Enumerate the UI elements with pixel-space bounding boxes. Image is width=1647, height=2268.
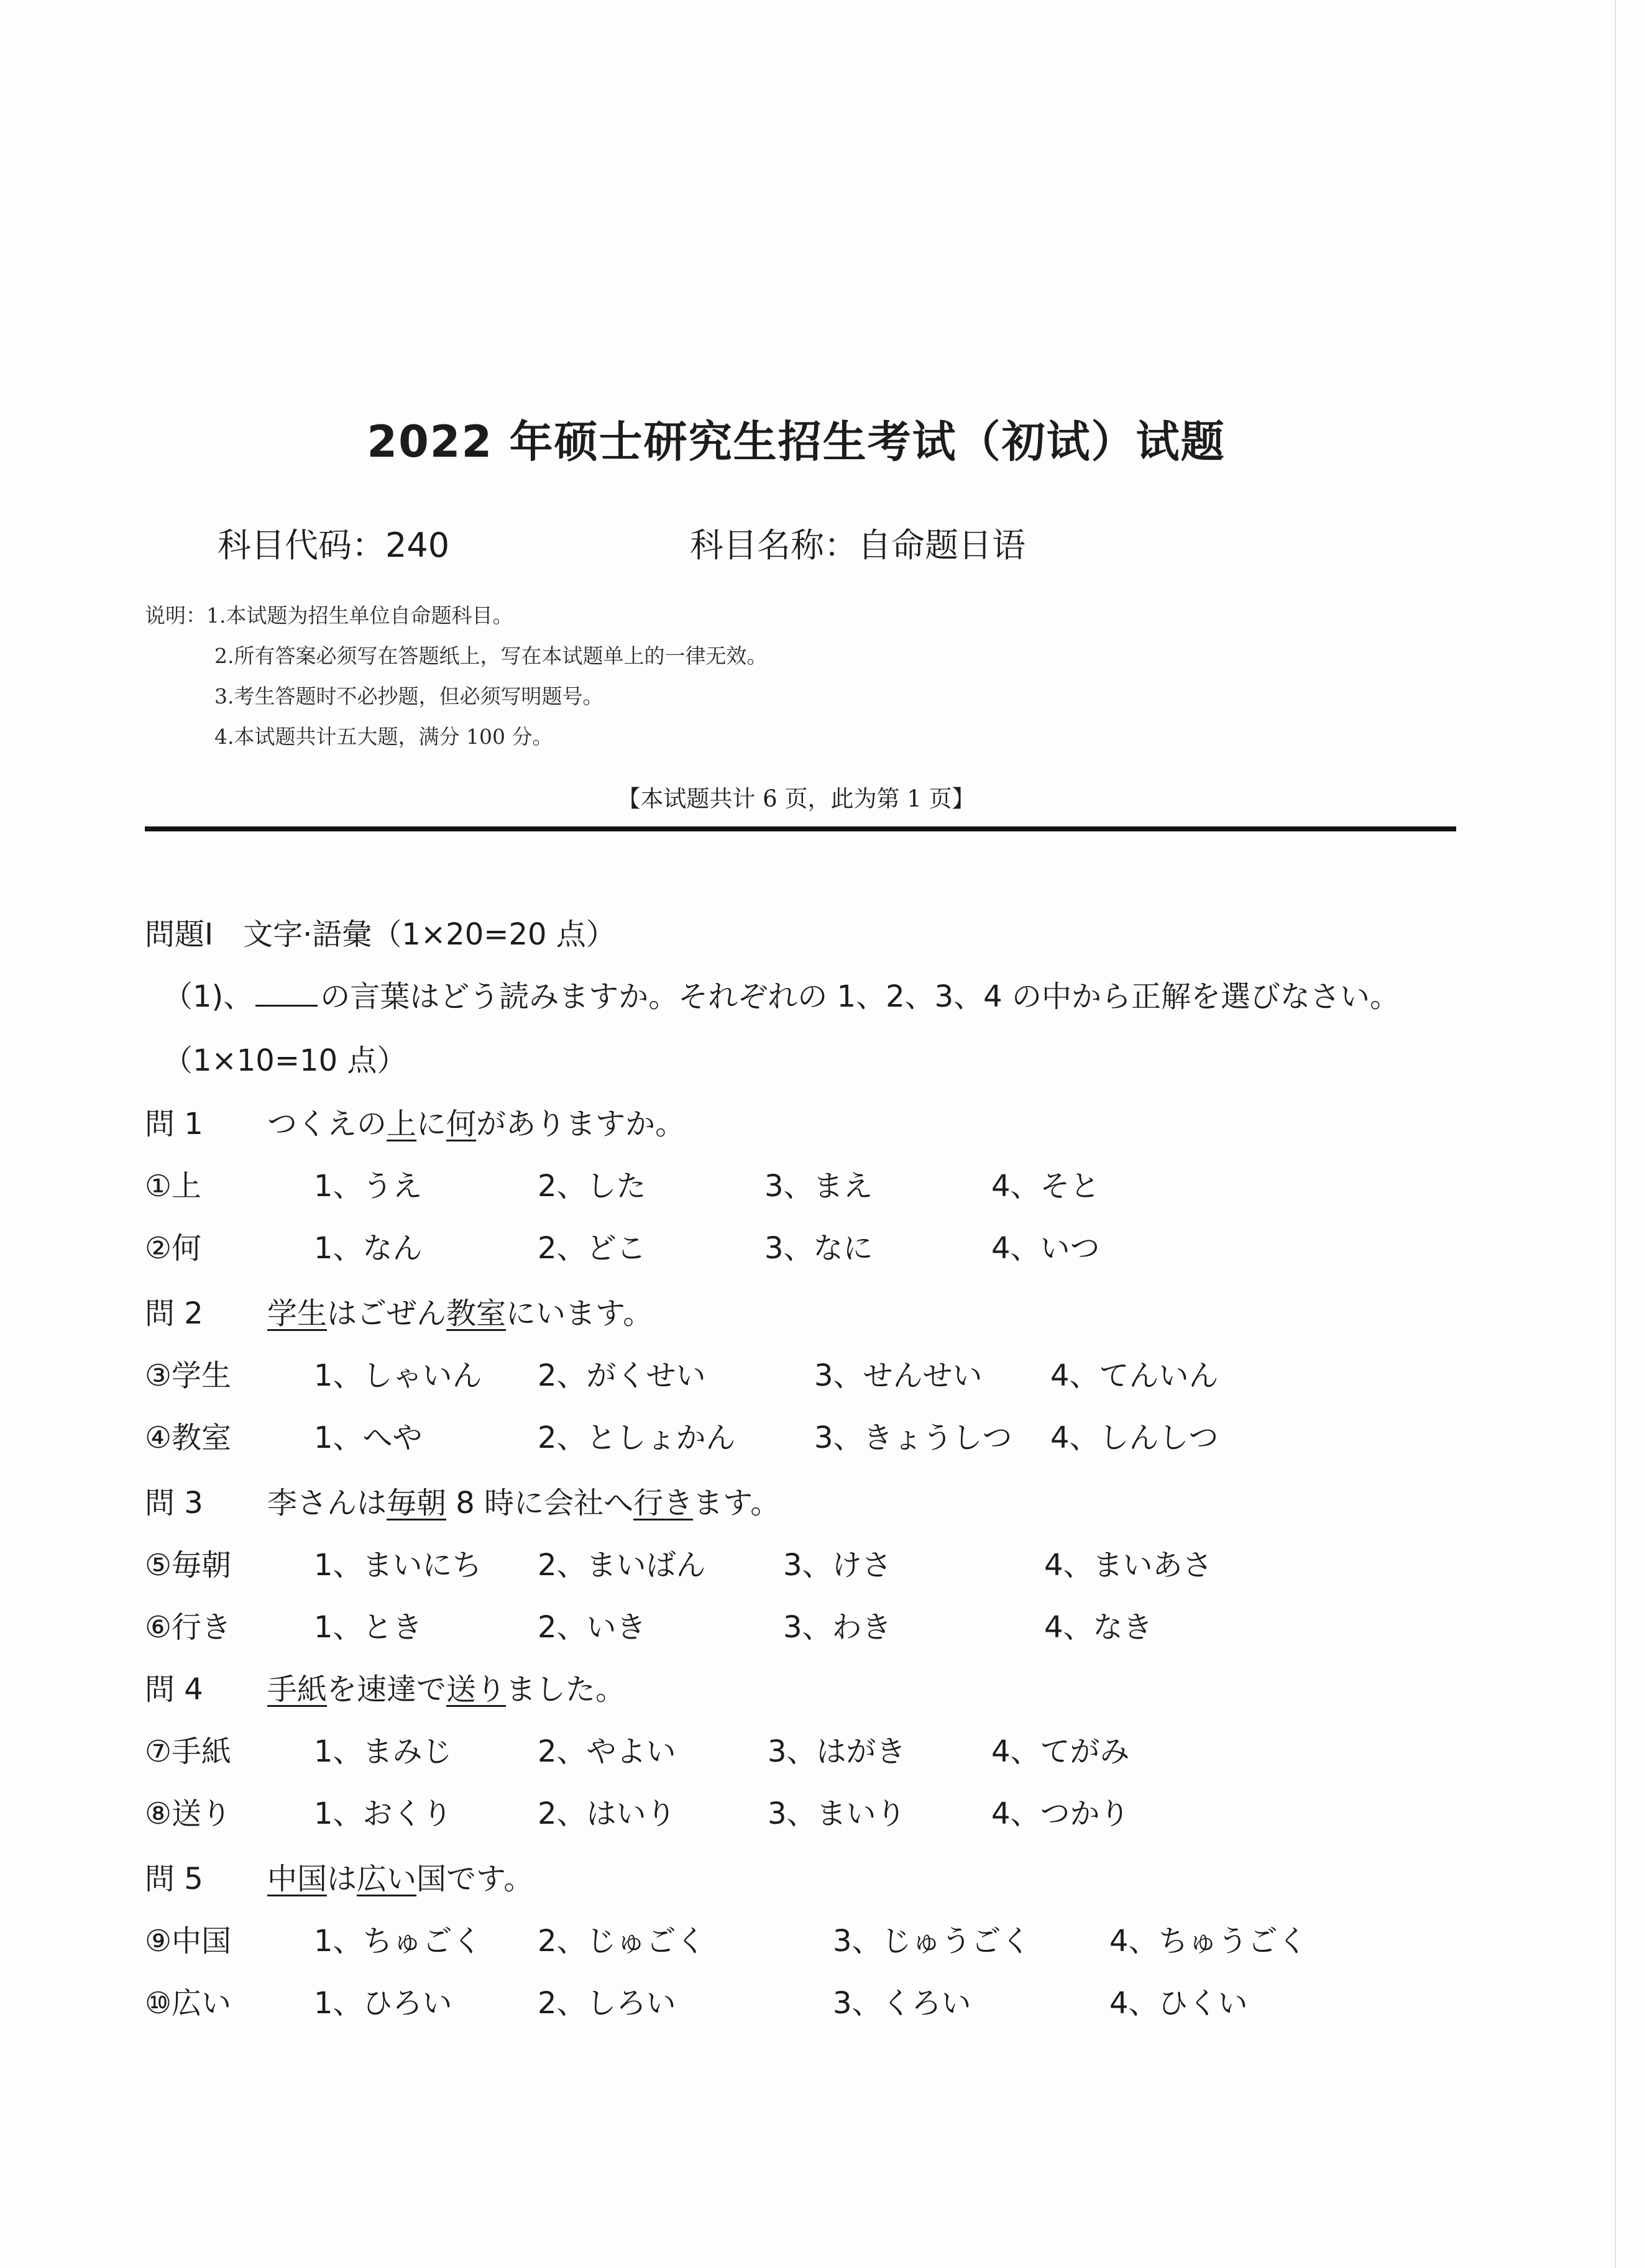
option-1: 1、ひろい bbox=[314, 1986, 452, 2021]
note-1: 说明：1.本试题为招生单位自命题科目。 bbox=[145, 603, 513, 628]
question-number: 問 2 bbox=[145, 1296, 203, 1331]
item-label: ⑥行き bbox=[145, 1610, 232, 1645]
option-4: 4、しんしつ bbox=[1050, 1420, 1219, 1455]
question-number: 問 4 bbox=[145, 1672, 203, 1707]
question-sentence bbox=[267, 1100, 685, 1143]
option-3: 3、なに bbox=[764, 1231, 873, 1266]
subject-name: 科目名称：自命题日语 bbox=[690, 526, 1025, 565]
header-divider bbox=[145, 826, 1456, 831]
target-word: 学生 bbox=[267, 1296, 328, 1331]
option-3: 3、まいり bbox=[768, 1796, 906, 1831]
part-text: の言葉はどう読みますか。それぞれの 1、2、3、4 の中から正解を選びなさい。 bbox=[320, 979, 1400, 1014]
option-2: 2、した bbox=[538, 1169, 646, 1204]
option-2: 2、はいり bbox=[538, 1796, 676, 1831]
item-label: ⑨中国 bbox=[145, 1924, 232, 1959]
question-sentence bbox=[267, 1479, 780, 1522]
target-word: 中国 bbox=[267, 1862, 328, 1896]
target-word: 行き bbox=[633, 1486, 694, 1520]
option-3: 3、はがき bbox=[768, 1734, 906, 1769]
question-sentence bbox=[267, 1665, 625, 1708]
sentence-text: 国です。 bbox=[416, 1862, 534, 1896]
option-2: 2、じゅごく bbox=[538, 1924, 706, 1959]
option-2: 2、しろい bbox=[538, 1986, 676, 2021]
part-points: （1×10=10 点） bbox=[163, 1043, 407, 1078]
option-4: 4、そと bbox=[991, 1169, 1100, 1204]
target-word: 毎朝 bbox=[387, 1486, 447, 1520]
option-3: 3、きょうしつ bbox=[814, 1420, 1012, 1455]
option-1: 1、まいにち bbox=[314, 1548, 482, 1583]
answer-blank bbox=[255, 980, 318, 1007]
sentence-text: がありますか。 bbox=[476, 1107, 686, 1141]
option-1: 1、まみじ bbox=[314, 1734, 452, 1769]
option-1: 1、おくり bbox=[314, 1796, 452, 1831]
target-word: 教室 bbox=[446, 1296, 507, 1331]
option-4: 4、てんいん bbox=[1050, 1358, 1219, 1393]
option-3: 3、まえ bbox=[764, 1169, 873, 1204]
option-1: 1、うえ bbox=[314, 1169, 423, 1204]
page-edge-shadow bbox=[1615, 0, 1616, 2268]
option-2: 2、いき bbox=[538, 1610, 646, 1645]
question-number: 問 3 bbox=[145, 1486, 203, 1520]
option-2: 2、まいばん bbox=[538, 1548, 706, 1583]
option-2: 2、どこ bbox=[538, 1231, 646, 1266]
sentence-text: ました。 bbox=[506, 1672, 626, 1707]
question-sentence bbox=[267, 1855, 533, 1898]
option-1: 1、へや bbox=[314, 1420, 423, 1455]
subject-code: 科目代码：240 bbox=[218, 526, 450, 565]
target-word: 上 bbox=[387, 1107, 417, 1141]
option-4: 4、いつ bbox=[991, 1231, 1100, 1266]
item-label: ⑧送り bbox=[145, 1796, 232, 1831]
question-sentence bbox=[267, 1289, 653, 1332]
target-word: 何 bbox=[446, 1107, 477, 1141]
option-4: 4、なき bbox=[1044, 1610, 1153, 1645]
option-1: 1、ちゅごく bbox=[314, 1924, 482, 1959]
sentence-text: はごぜん bbox=[327, 1296, 447, 1331]
section-heading: 問題Ⅰ 文字·語彙（1×20=20 点） bbox=[145, 917, 616, 952]
item-label: ①上 bbox=[145, 1169, 202, 1204]
option-2: 2、やよい bbox=[538, 1734, 676, 1769]
option-3: 3、じゅうごく bbox=[833, 1924, 1031, 1959]
option-1: 1、しゃいん bbox=[314, 1358, 482, 1393]
option-4: 4、てがみ bbox=[991, 1734, 1130, 1769]
exam-title: 2022 年硕士研究生招生考试（初试）试题 bbox=[367, 416, 1226, 467]
option-2: 2、がくせい bbox=[538, 1358, 706, 1393]
item-label: ⑦手紙 bbox=[145, 1734, 232, 1769]
part-prefix: （1)、 bbox=[163, 979, 254, 1014]
page-info: 【本试题共计 6 页，此为第 1 页】 bbox=[617, 785, 975, 812]
target-word: 送り bbox=[446, 1672, 507, 1707]
option-3: 3、せんせい bbox=[814, 1358, 983, 1393]
sentence-text: 李さんは bbox=[267, 1486, 387, 1520]
item-label: ⑩広い bbox=[145, 1986, 232, 2021]
item-label: ⑤毎朝 bbox=[145, 1548, 232, 1583]
option-2: 2、としょかん bbox=[538, 1420, 736, 1455]
option-3: 3、くろい bbox=[833, 1986, 971, 2021]
note-2: 2.所有答案必须写在答题纸上，写在本试题单上的一律无效。 bbox=[214, 644, 768, 668]
option-4: 4、まいあさ bbox=[1044, 1548, 1213, 1583]
option-3: 3、わき bbox=[783, 1610, 892, 1645]
sentence-text: を速達で bbox=[327, 1672, 447, 1707]
item-label: ②何 bbox=[145, 1231, 202, 1266]
target-word: 手紙 bbox=[267, 1672, 328, 1707]
question-number: 問 1 bbox=[145, 1107, 203, 1141]
sentence-text: にいます。 bbox=[506, 1296, 653, 1331]
option-4: 4、ちゅうごく bbox=[1109, 1924, 1308, 1959]
sentence-text: 8 時に会社へ bbox=[446, 1486, 634, 1520]
sentence-text: つくえの bbox=[267, 1107, 387, 1141]
target-word: 広い bbox=[357, 1862, 417, 1896]
item-label: ④教室 bbox=[145, 1420, 232, 1455]
sentence-text: に bbox=[416, 1107, 447, 1141]
sentence-text: ます。 bbox=[693, 1486, 781, 1520]
option-4: 4、ひくい bbox=[1109, 1986, 1248, 2021]
option-4: 4、つかり bbox=[991, 1796, 1130, 1831]
option-3: 3、けさ bbox=[783, 1548, 892, 1583]
part-instruction bbox=[163, 972, 1400, 1015]
note-4: 4.本试题共计五大题，满分 100 分。 bbox=[214, 725, 553, 749]
option-1: 1、とき bbox=[314, 1610, 423, 1645]
option-1: 1、なん bbox=[314, 1231, 423, 1266]
note-3: 3.考生答题时不必抄题，但必须写明题号。 bbox=[214, 684, 603, 708]
sentence-text: は bbox=[327, 1862, 357, 1896]
question-number: 問 5 bbox=[145, 1862, 203, 1896]
item-label: ③学生 bbox=[145, 1358, 232, 1393]
